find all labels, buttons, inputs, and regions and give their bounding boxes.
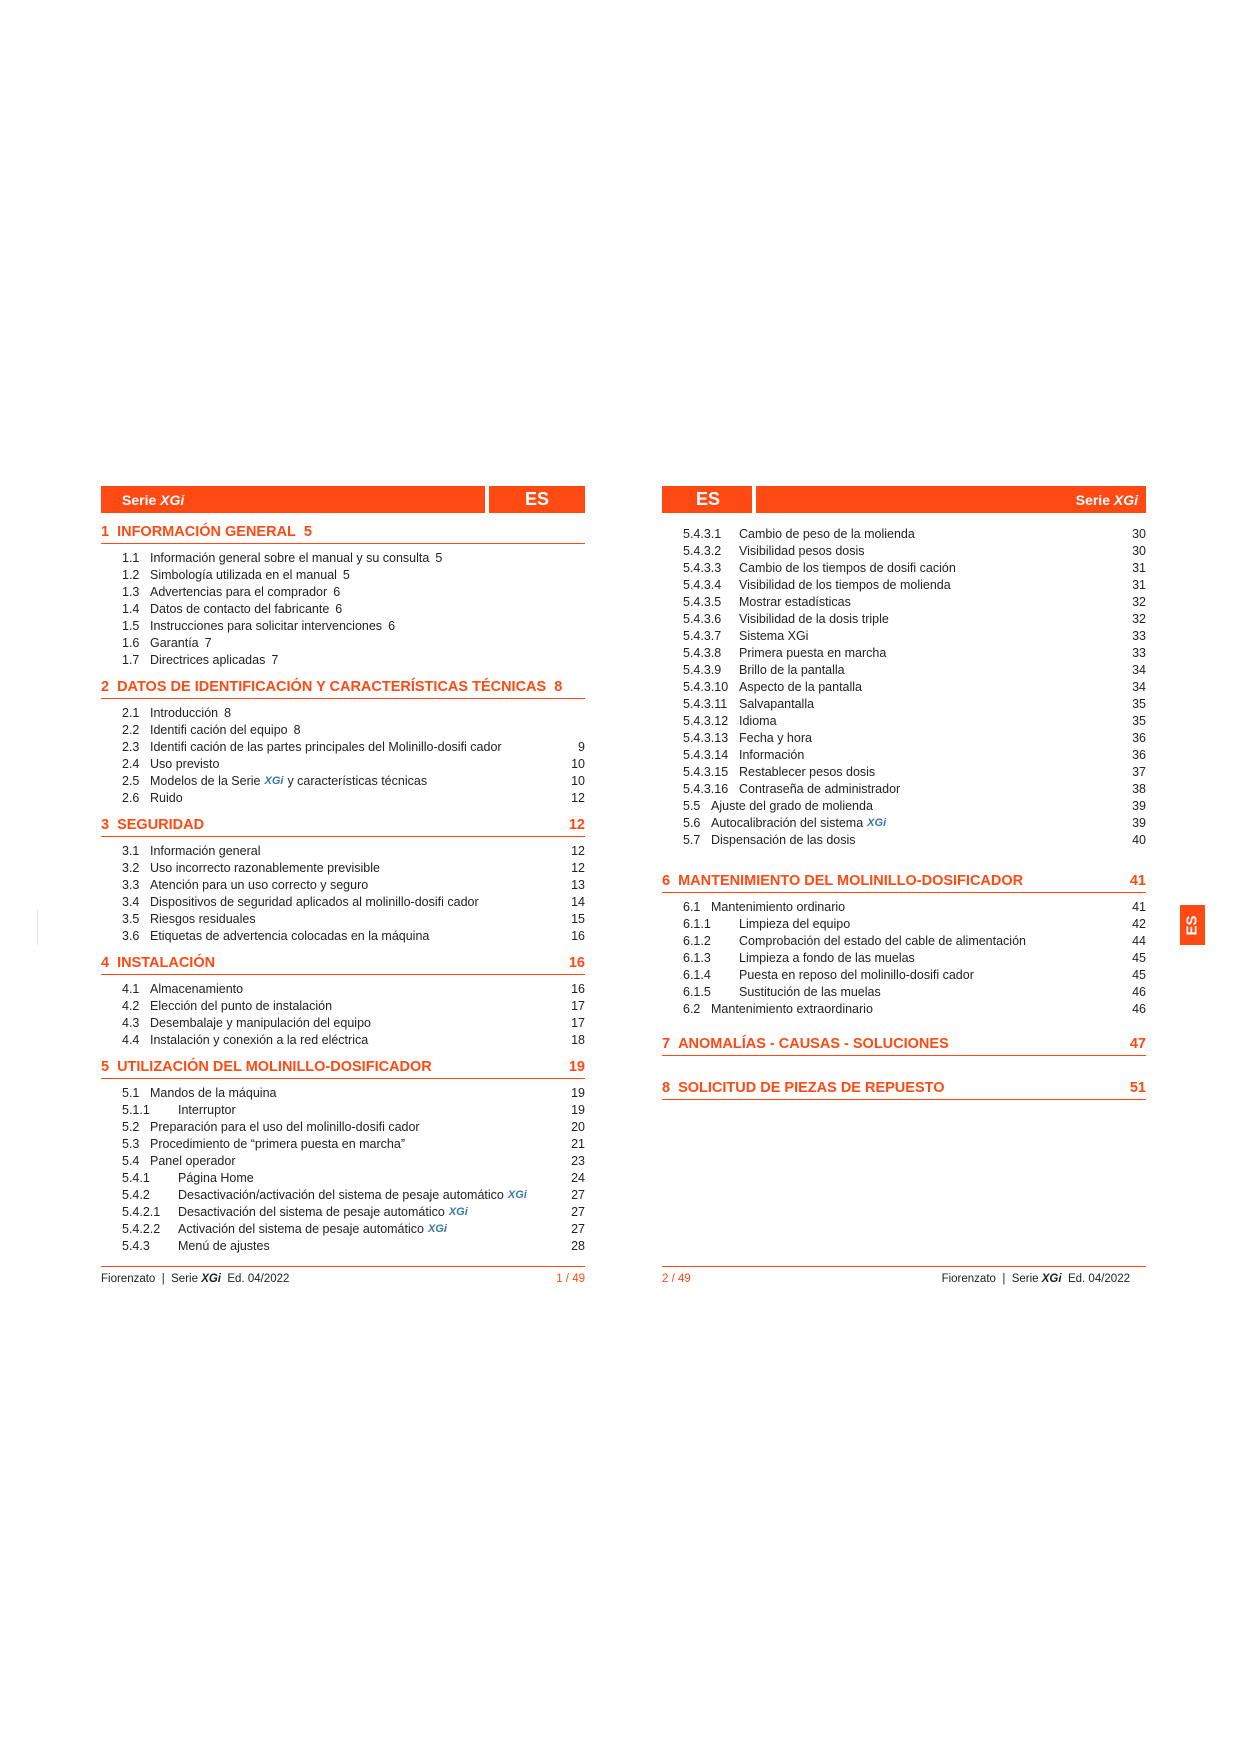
section-number: 4: [101, 955, 110, 971]
toc-entry[interactable]: [662, 798, 1146, 815]
entry-title: Uso previsto: [150, 757, 220, 771]
entry-title: Puesta en reposo del molinillo-dosifi cador: [739, 968, 974, 982]
entry-page: 8: [293, 723, 301, 737]
entry-number: 1.1: [122, 551, 140, 565]
lang-label: ES: [696, 489, 721, 509]
toc-entry[interactable]: [101, 1085, 585, 1102]
entry-page: 18: [571, 1033, 585, 1047]
entry-number: 6.2: [683, 1002, 701, 1016]
toc-entry[interactable]: [662, 594, 1146, 611]
entry-number: 1.4: [122, 602, 140, 616]
entry-title: Información general sobre el manual y su consulta: [150, 551, 430, 565]
toc-entry[interactable]: [101, 722, 585, 739]
entry-title: Etiquetas de advertencia colocadas en la máquina: [150, 929, 430, 943]
entry-title: Visibilidad de los tiempos de molienda: [739, 578, 951, 592]
toc-entry[interactable]: [662, 747, 1146, 764]
series-label: Serie XGi: [122, 492, 185, 508]
header-band-series: [101, 486, 485, 513]
toc-entry[interactable]: [101, 1015, 585, 1032]
toc-entry[interactable]: [662, 577, 1146, 594]
entry-number: 2.3: [122, 740, 140, 754]
entry-title: Identifi cación del equipo: [150, 723, 288, 737]
xgi-logo: XGi: [264, 775, 284, 787]
entry-page: 7: [271, 653, 279, 667]
entry-page: 16: [571, 929, 585, 943]
entry-number: 1.5: [122, 619, 140, 633]
toc-entry[interactable]: [101, 981, 585, 998]
toc-section-heading[interactable]: [101, 955, 585, 975]
toc-entry[interactable]: [101, 1102, 585, 1119]
entry-title: Preparación para el uso del molinillo-dosifi cador: [150, 1120, 420, 1134]
section-title: UTILIZACIÓN DEL MOLINILLO-DOSIFICADOR: [117, 1059, 432, 1075]
entry-page: 30: [1132, 527, 1146, 541]
entry-number: 3.5: [122, 912, 140, 926]
toc-entry[interactable]: [662, 933, 1146, 950]
entry-title: Visibilidad pesos dosis: [739, 544, 865, 558]
entry-number: 5.4.3.11: [683, 697, 728, 711]
entry-number: 5.4.3.15: [683, 765, 729, 779]
entry-title: Sistema XGi: [739, 629, 809, 643]
entry-title: Introducción: [150, 706, 219, 720]
toc-entry[interactable]: [101, 618, 585, 635]
toc-entry[interactable]: [101, 1032, 585, 1049]
section-title: INSTALACIÓN: [117, 955, 216, 971]
toc-section-heading[interactable]: [662, 873, 1146, 893]
toc-entry[interactable]: [662, 815, 1146, 832]
entry-title: Restablecer pesos dosis: [739, 765, 876, 779]
entry-page: 35: [1132, 714, 1146, 728]
section-number: 5: [101, 1059, 110, 1075]
entry-page: 8: [224, 706, 232, 720]
section-number: 6: [662, 873, 671, 889]
language-side-tab: ES: [1180, 905, 1205, 945]
entry-title: Primera puesta en marcha: [739, 646, 887, 660]
entry-number: 4.2: [122, 999, 140, 1013]
entry-page: 17: [571, 999, 585, 1013]
entry-title: Visibilidad de la dosis triple: [739, 612, 889, 626]
toc-entry[interactable]: [662, 967, 1146, 984]
entry-title: Mantenimiento extraordinario: [711, 1002, 873, 1016]
entry-number: 3.4: [122, 895, 140, 909]
section-page: 51: [1129, 1080, 1146, 1096]
xgi-logo: XGi: [160, 492, 185, 508]
entry-page: 23: [571, 1154, 585, 1168]
entry-page: 19: [571, 1086, 585, 1100]
entry-page: 10: [571, 774, 585, 788]
entry-number: 1.7: [122, 653, 140, 667]
entry-number: 2.2: [122, 723, 140, 737]
entry-title: Elección del punto de instalación: [150, 999, 333, 1013]
toc-entry[interactable]: [101, 773, 585, 790]
entry-title: Ruido: [150, 791, 183, 805]
entry-title: Panel operador: [150, 1154, 236, 1168]
entry-page: 40: [1132, 833, 1146, 847]
toc-entry[interactable]: [662, 730, 1146, 747]
entry-title: Datos de contacto del fabricante: [150, 602, 330, 616]
entry-title: Advertencias para el comprador: [150, 585, 328, 599]
entry-number: 5.4.3.4: [683, 578, 722, 592]
entry-title: Ajuste del grado de molienda: [711, 799, 873, 813]
entry-title: Fecha y hora: [739, 731, 812, 745]
toc-entry[interactable]: [662, 1001, 1146, 1018]
entry-number: 5.4.3.3: [683, 561, 722, 575]
entry-page: 12: [571, 844, 585, 858]
toc-entry[interactable]: [662, 764, 1146, 781]
entry-page: 34: [1132, 663, 1146, 677]
entry-title: Garantía: [150, 636, 199, 650]
entry-title: Brillo de la pantalla: [739, 663, 845, 677]
section-number: 3: [101, 817, 110, 833]
section-page: 8: [554, 679, 563, 695]
toc-entry[interactable]: [101, 894, 585, 911]
toc-entry[interactable]: [662, 696, 1146, 713]
xgi-logo: XGi: [507, 1189, 527, 1201]
entry-page: 12: [571, 791, 585, 805]
toc-entry[interactable]: [101, 652, 585, 669]
section-title: SEGURIDAD: [117, 817, 205, 833]
entry-title: Riesgos residuales: [150, 912, 256, 926]
toc-entry[interactable]: [101, 1238, 585, 1255]
entry-title: Información: [739, 748, 805, 762]
entry-page: 19: [571, 1103, 585, 1117]
entry-page: 21: [571, 1137, 585, 1151]
toc-entry[interactable]: [662, 984, 1146, 1001]
entry-page: 28: [571, 1239, 585, 1253]
page-number: 2 / 49: [662, 1273, 691, 1285]
entry-number: 4.3: [122, 1016, 140, 1030]
entry-number: 5.4.2.2: [122, 1222, 161, 1236]
table-of-contents-right: [662, 526, 1146, 1106]
toc-entry[interactable]: [662, 713, 1146, 730]
entry-number: 4.4: [122, 1033, 140, 1047]
toc-section-heading[interactable]: [101, 817, 585, 837]
entry-number: 2.6: [122, 791, 140, 805]
toc-entry[interactable]: [101, 705, 585, 722]
toc-entry[interactable]: [662, 662, 1146, 679]
header-band-lang: [489, 486, 585, 513]
entry-page: 37: [1132, 765, 1146, 779]
entry-title: Información general: [150, 844, 261, 858]
entry-number: 6.1.2: [683, 934, 711, 948]
entry-number: 5.3: [122, 1137, 140, 1151]
entry-page: 6: [333, 585, 341, 599]
toc-entry[interactable]: [101, 911, 585, 928]
entry-title: Limpieza del equipo: [739, 917, 851, 931]
entry-number: 5.4.3.16: [683, 782, 729, 796]
page-number: 1 / 49: [556, 1273, 585, 1285]
entry-number: 5.4: [122, 1154, 140, 1168]
entry-title: Modelos de la Serie: [150, 774, 261, 788]
section-title: DATOS DE IDENTIFICACIÓN Y CARACTERÍSTICAS TÉCNICAS: [117, 679, 547, 695]
entry-title: Dispensación de las dosis: [711, 833, 856, 847]
lang-label: ES: [525, 489, 550, 509]
entry-page: 39: [1132, 799, 1146, 813]
entry-page: 27: [571, 1188, 585, 1202]
entry-title-cont: y características técnicas: [287, 774, 428, 788]
toc-entry[interactable]: [101, 584, 585, 601]
entry-page: 7: [204, 636, 212, 650]
toc-entry[interactable]: [101, 1204, 585, 1221]
footer-imprint: Fiorenzato | Serie XGi Ed. 04/2022: [101, 1273, 290, 1285]
toc-section-heading[interactable]: [662, 1036, 1146, 1056]
toc-section-heading[interactable]: [101, 679, 585, 699]
entry-page: 9: [578, 740, 585, 754]
entry-title: Página Home: [178, 1171, 254, 1185]
xgi-logo: XGi: [427, 1223, 447, 1235]
footer-right: [662, 1266, 1146, 1285]
toc-entry[interactable]: [662, 916, 1146, 933]
toc-entry[interactable]: [101, 756, 585, 773]
entry-page: 39: [1132, 816, 1146, 830]
entry-page: 36: [1132, 748, 1146, 762]
section-number: 7: [662, 1036, 671, 1052]
toc-entry[interactable]: [101, 1153, 585, 1170]
toc-section-heading[interactable]: [662, 1080, 1146, 1100]
toc-entry[interactable]: [662, 832, 1146, 849]
entry-title: Autocalibración del sistema: [711, 816, 864, 830]
toc-entry[interactable]: [662, 899, 1146, 916]
entry-page: 45: [1132, 951, 1146, 965]
entry-title: Contraseña de administrador: [739, 782, 901, 796]
toc-entry[interactable]: [101, 998, 585, 1015]
section-page: 5: [303, 524, 312, 540]
entry-page: 41: [1132, 900, 1146, 914]
entry-title: Uso incorrecto razonablemente previsible: [150, 861, 380, 875]
margin-mark: [37, 910, 38, 945]
toc-entry[interactable]: [101, 928, 585, 945]
entry-page: 27: [571, 1205, 585, 1219]
toc-entry[interactable]: [101, 860, 585, 877]
header-band-lang: [662, 486, 752, 513]
entry-title: Mostrar estadísticas: [739, 595, 851, 609]
entry-page: 32: [1132, 612, 1146, 626]
footer-left: [101, 1266, 585, 1285]
section-title: MANTENIMIENTO DEL MOLINILLO-DOSIFICADOR: [678, 873, 1024, 889]
entry-number: 5.4.3.14: [683, 748, 729, 762]
entry-title: Salvapantalla: [739, 697, 815, 711]
entry-number: 6.1: [683, 900, 701, 914]
toc-entry[interactable]: [662, 543, 1146, 560]
entry-title: Limpieza a fondo de las muelas: [739, 951, 915, 965]
toc-entry[interactable]: [101, 567, 585, 584]
entry-page: 45: [1132, 968, 1146, 982]
entry-title: Comprobación del estado del cable de alimentación: [739, 934, 1026, 948]
entry-page: 16: [571, 982, 585, 996]
toc-entry[interactable]: [101, 790, 585, 807]
entry-title: Mantenimiento ordinario: [711, 900, 846, 914]
entry-number: 3.6: [122, 929, 140, 943]
toc-entry[interactable]: [662, 645, 1146, 662]
entry-title: Cambio de los tiempos de dosifi cación: [739, 561, 956, 575]
entry-title: Desactivación del sistema de pesaje automático: [178, 1205, 445, 1219]
entry-page: 31: [1132, 561, 1146, 575]
toc-entry[interactable]: [101, 601, 585, 618]
toc-entry[interactable]: [101, 877, 585, 894]
entry-number: 5.4.3.8: [683, 646, 722, 660]
entry-page: 12: [571, 861, 585, 875]
entry-page: 42: [1132, 917, 1146, 931]
toc-entry[interactable]: [662, 611, 1146, 628]
entry-page: 36: [1132, 731, 1146, 745]
section-number: 8: [662, 1080, 671, 1096]
entry-number: 5.4.2.1: [122, 1205, 161, 1219]
toc-entry[interactable]: [101, 635, 585, 652]
toc-entry[interactable]: [101, 1136, 585, 1153]
entry-title: Sustitución de las muelas: [739, 985, 881, 999]
table-of-contents-left: [101, 524, 585, 1255]
toc-entry[interactable]: [662, 950, 1146, 967]
entry-title: Menú de ajustes: [178, 1239, 270, 1253]
entry-number: 5.7: [683, 833, 701, 847]
entry-page: 17: [571, 1016, 585, 1030]
toc-entry[interactable]: [662, 526, 1146, 543]
entry-number: 5.1.1: [122, 1103, 150, 1117]
entry-title: Instalación y conexión a la red eléctrica: [150, 1033, 369, 1047]
section-page: 47: [1129, 1036, 1146, 1052]
entry-number: 5.2: [122, 1120, 140, 1134]
entry-page: 14: [571, 895, 585, 909]
entry-page: 46: [1132, 985, 1146, 999]
entry-number: 6.1.4: [683, 968, 711, 982]
entry-number: 5.4.3.2: [683, 544, 722, 558]
section-page: 16: [568, 955, 585, 971]
section-title: ANOMALÍAS - CAUSAS - SOLUCIONES: [678, 1036, 949, 1052]
entry-page: 15: [571, 912, 585, 926]
entry-page: 24: [571, 1171, 585, 1185]
toc-entry[interactable]: [101, 1221, 585, 1238]
entry-number: 6.1.5: [683, 985, 711, 999]
xgi-logo: XGi: [448, 1206, 468, 1218]
entry-page: 38: [1132, 782, 1146, 796]
entry-title: Instrucciones para solicitar intervenciones: [150, 619, 383, 633]
entry-number: 5.4.3.12: [683, 714, 729, 728]
entry-number: 5.4.3.1: [683, 527, 722, 541]
toc-entry[interactable]: [101, 739, 585, 756]
entry-number: 5.4.3.5: [683, 595, 722, 609]
entry-title: Mandos de la máquina: [150, 1086, 277, 1100]
entry-title: Dispositivos de seguridad aplicados al molinillo-dosifi cador: [150, 895, 479, 909]
entry-page: 31: [1132, 578, 1146, 592]
entry-number: 1.2: [122, 568, 140, 582]
section-number: 2: [101, 679, 110, 695]
toc-entry[interactable]: [101, 1187, 585, 1204]
section-title: INFORMACIÓN GENERAL: [117, 524, 296, 540]
entry-number: 2.1: [122, 706, 140, 720]
toc-section-heading[interactable]: [101, 524, 585, 544]
section-title: SOLICITUD DE PIEZAS DE REPUESTO: [678, 1080, 945, 1096]
entry-title: Interruptor: [178, 1103, 236, 1117]
entry-title: Atención para un uso correcto y seguro: [150, 878, 369, 892]
entry-page: 32: [1132, 595, 1146, 609]
section-page: 12: [568, 817, 585, 833]
entry-number: 5.6: [683, 816, 701, 830]
xgi-logo: XGi: [867, 817, 887, 829]
entry-number: 3.1: [122, 844, 140, 858]
entry-page: 5: [342, 568, 350, 582]
section-number: 1: [101, 524, 110, 540]
entry-title: Cambio de peso de la molienda: [739, 527, 915, 541]
entry-title: Almacenamiento: [150, 982, 244, 996]
entry-page: 5: [435, 551, 443, 565]
entry-number: 6.1.1: [683, 917, 711, 931]
entry-title: Aspecto de la pantalla: [739, 680, 863, 694]
header-band-series: [756, 486, 1146, 513]
toc-entry[interactable]: [101, 843, 585, 860]
entry-page: 34: [1132, 680, 1146, 694]
entry-number: 5.4.3.13: [683, 731, 729, 745]
entry-page: 6: [388, 619, 396, 633]
section-page: 41: [1129, 873, 1146, 889]
entry-title: Procedimiento de “primera puesta en marcha”: [150, 1137, 405, 1151]
footer-imprint: Fiorenzato | Serie XGi Ed. 04/2022: [941, 1273, 1130, 1285]
entry-number: 5.4.2: [122, 1188, 150, 1202]
toc-entry[interactable]: [101, 1119, 585, 1136]
entry-number: 5.4.3.6: [683, 612, 722, 626]
entry-number: 4.1: [122, 982, 140, 996]
entry-title: Activación del sistema de pesaje automático: [178, 1222, 424, 1236]
entry-number: 6.1.3: [683, 951, 711, 965]
entry-page: 10: [571, 757, 585, 771]
toc-entry[interactable]: [101, 550, 585, 567]
entry-page: 13: [571, 878, 585, 892]
section-page: 19: [568, 1059, 585, 1075]
entry-number: 1.3: [122, 585, 140, 599]
entry-page: 33: [1132, 629, 1146, 643]
entry-page: 33: [1132, 646, 1146, 660]
toc-entry[interactable]: [662, 679, 1146, 696]
entry-number: 5.1: [122, 1086, 140, 1100]
entry-number: 5.4.1: [122, 1171, 150, 1185]
entry-number: 3.2: [122, 861, 140, 875]
toc-entry[interactable]: [662, 628, 1146, 645]
entry-number: 5.4.3: [122, 1239, 150, 1253]
xgi-logo: XGi: [1113, 492, 1138, 508]
entry-title: Desactivación/activación del sistema de pesaje automático: [178, 1188, 504, 1202]
entry-title: Desembalaje y manipulación del equipo: [150, 1016, 371, 1030]
entry-page: 27: [571, 1222, 585, 1236]
entry-number: 5.4.3.7: [683, 629, 722, 643]
entry-page: 20: [571, 1120, 585, 1134]
entry-title: Simbología utilizada en el manual: [150, 568, 337, 582]
entry-title: Identifi cación de las partes principales del Molinillo-dosifi cador: [150, 740, 502, 754]
entry-page: 30: [1132, 544, 1146, 558]
toc-entry[interactable]: [101, 1170, 585, 1187]
entry-page: 46: [1132, 1002, 1146, 1016]
entry-number: 5.4.3.9: [683, 663, 722, 677]
toc-entry[interactable]: [662, 781, 1146, 798]
entry-page: 35: [1132, 697, 1146, 711]
toc-section-heading[interactable]: [101, 1059, 585, 1079]
entry-number: 3.3: [122, 878, 140, 892]
entry-number: 2.5: [122, 774, 140, 788]
entry-number: 1.6: [122, 636, 140, 650]
entry-title: Idioma: [739, 714, 777, 728]
entry-page: 44: [1132, 934, 1146, 948]
entry-number: 2.4: [122, 757, 140, 771]
entry-title: Directrices aplicadas: [150, 653, 266, 667]
entry-number: 5.4.3.10: [683, 680, 729, 694]
toc-entry[interactable]: [662, 560, 1146, 577]
entry-page: 6: [335, 602, 343, 616]
series-label: Serie XGi: [1075, 492, 1138, 508]
entry-number: 5.5: [683, 799, 701, 813]
